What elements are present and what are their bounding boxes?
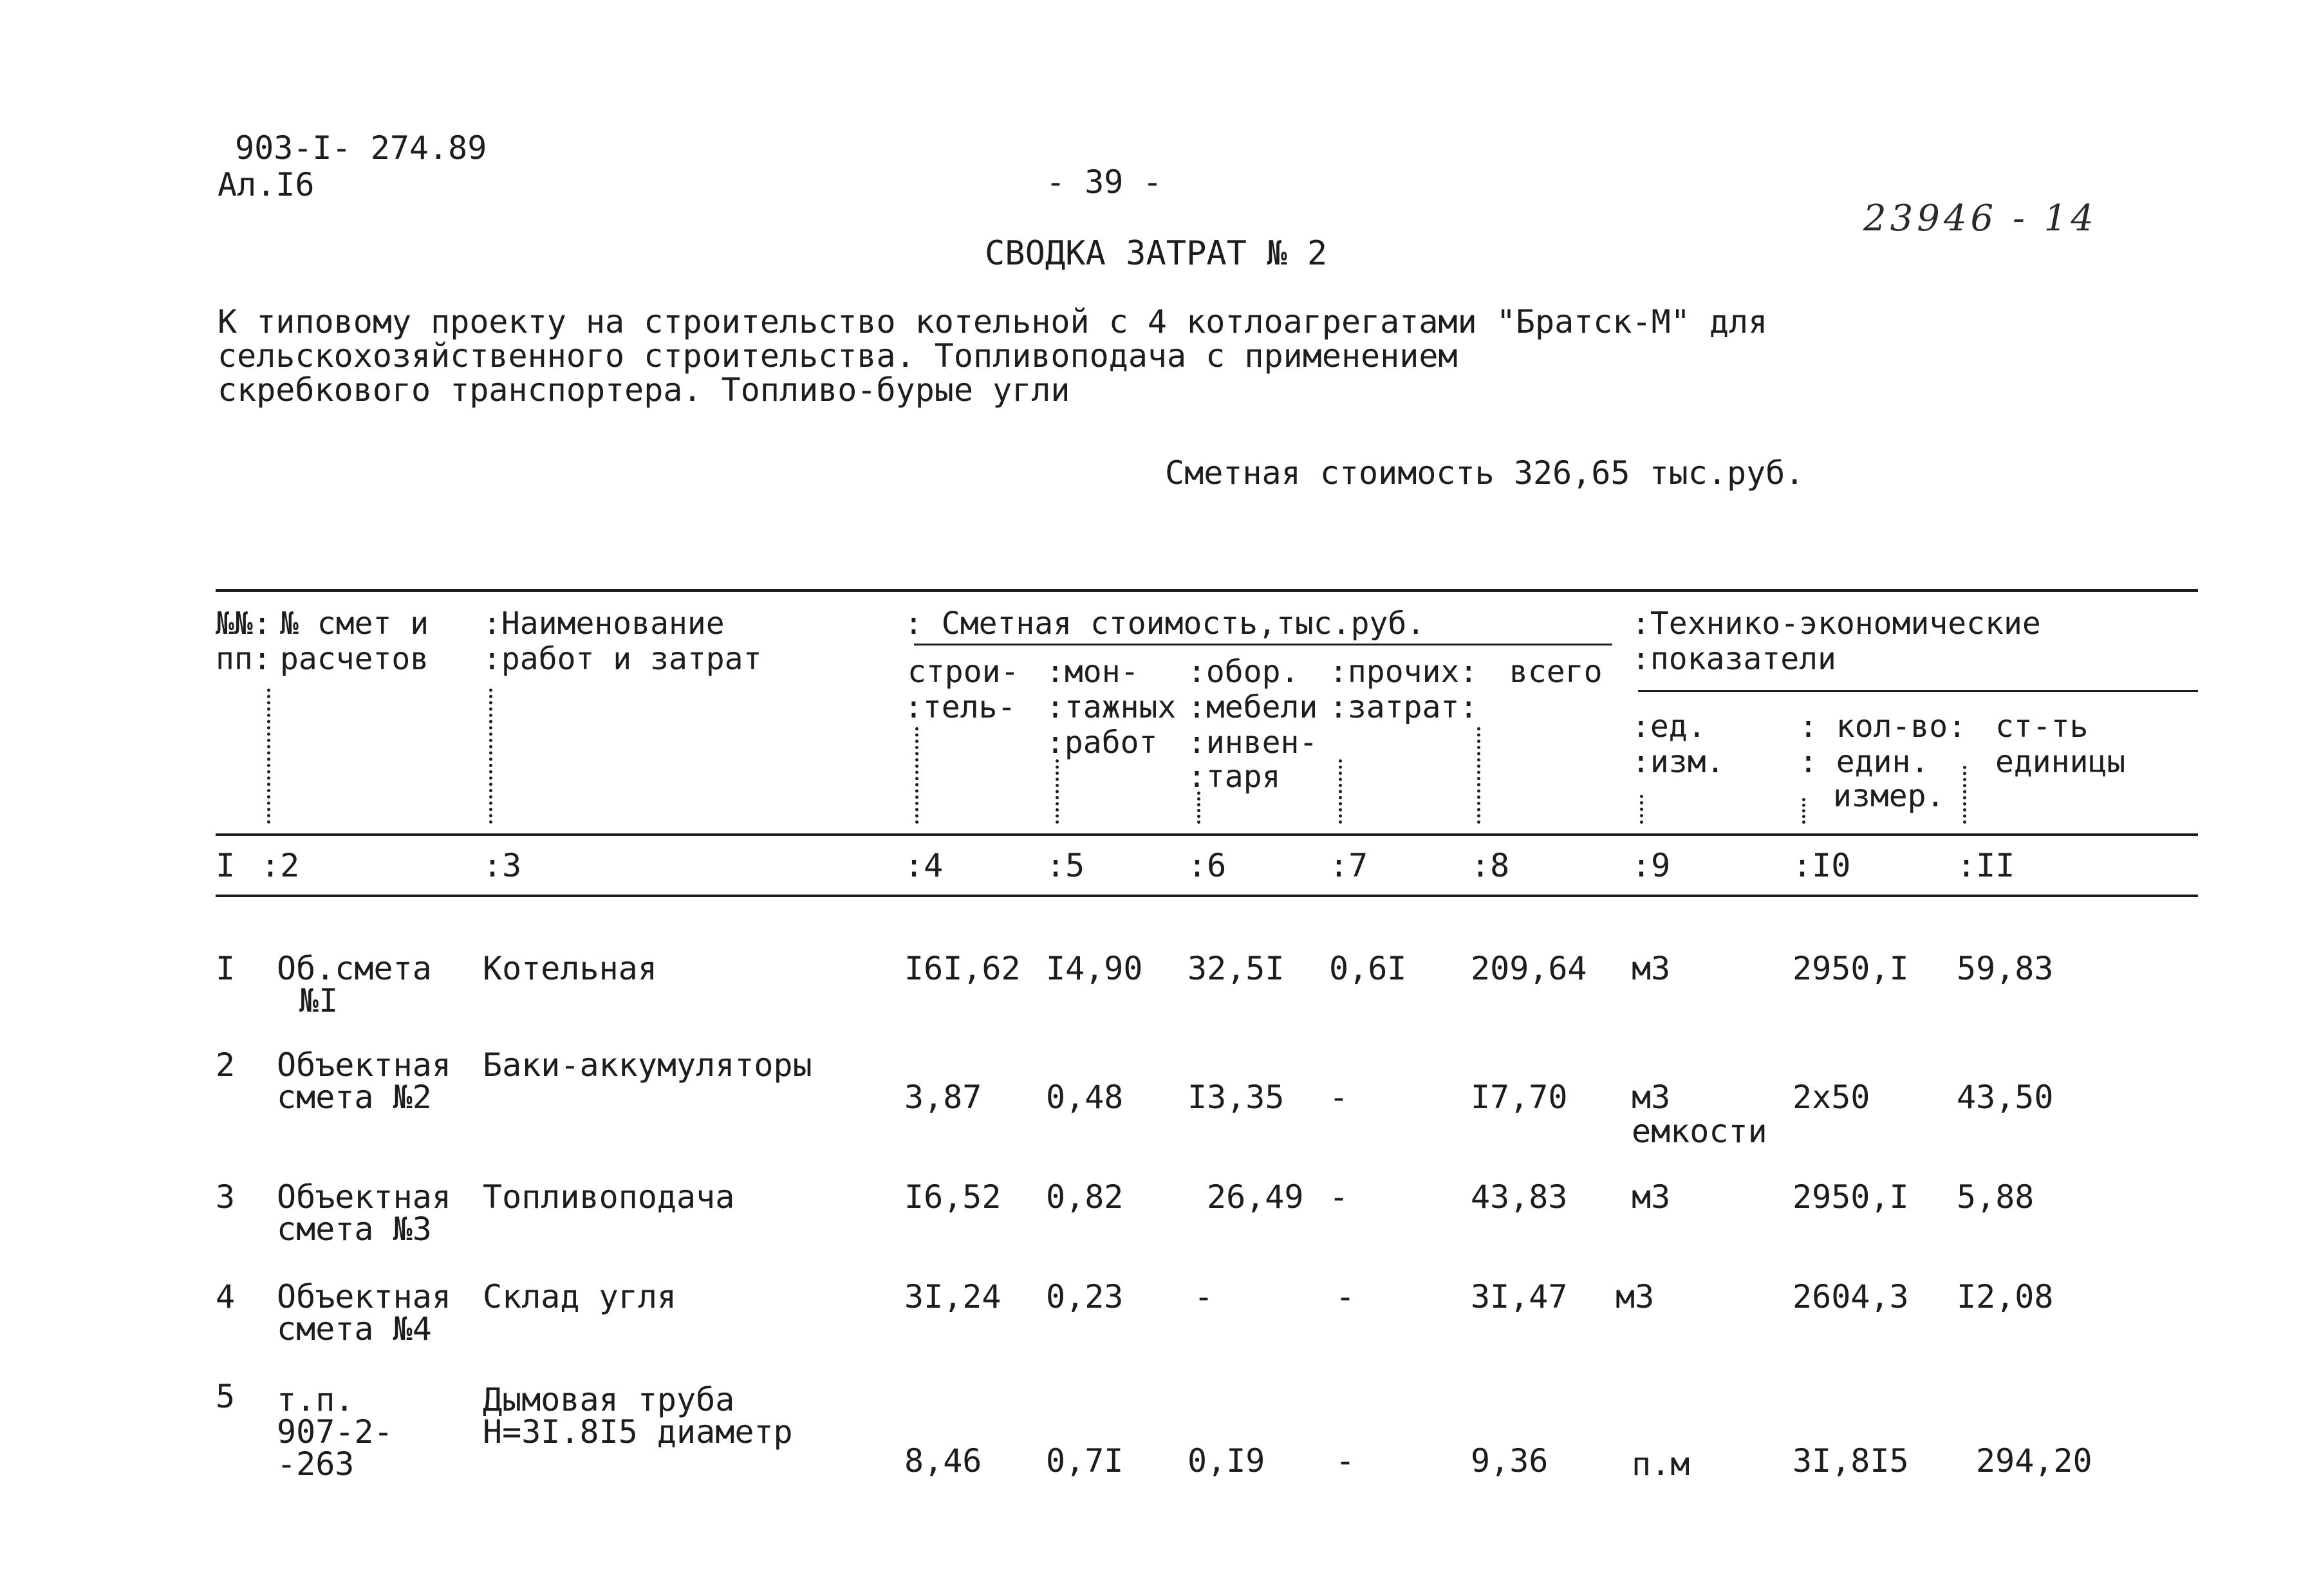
estimated-cost: Сметная стоимость 326,65 тыс.руб. (1165, 454, 1805, 492)
row-4-construction: 3I,24 (904, 1278, 1001, 1315)
header-installation: :мон- (1046, 654, 1139, 690)
row-5-total: 9,36 (1471, 1442, 1549, 1480)
header-equipment-4: :таря (1187, 759, 1281, 795)
row-4-other: - (1336, 1278, 1355, 1315)
row-4-installation: 0,23 (1046, 1278, 1124, 1315)
row-5-unit-cost: 294,20 (1976, 1442, 2092, 1480)
header-equipment: :обор. (1187, 654, 1299, 690)
header-unit-2: :изм. (1632, 744, 1725, 780)
header-unit-cost: ст-ть (1995, 709, 2089, 745)
row-1-installation: I4,90 (1046, 950, 1143, 987)
header-construction-2: :тель- (904, 689, 1016, 725)
handwritten-number: 23946 - 14 (1863, 198, 2098, 239)
row-1-unit-cost: 59,83 (1957, 950, 2054, 987)
header-quantity-3: измер. (1833, 778, 1945, 814)
header-quantity: : кол-во: (1799, 709, 1967, 745)
column-separator (1197, 792, 1200, 824)
column-numbers-rule (216, 895, 2198, 897)
document-title: СВОДКА ЗАТРАТ № 2 (985, 234, 1328, 273)
row-5-quantity: 3I,8I5 (1793, 1442, 1909, 1480)
row-5-estimate: т.п. (277, 1381, 355, 1418)
row-5-unit: п.м (1632, 1445, 1690, 1483)
row-3-estimate-2: смета №3 (277, 1211, 432, 1248)
row-1-estimate-2: №I (299, 982, 339, 1019)
row-3-total: 43,83 (1471, 1178, 1568, 1216)
row-2-name: Баки-аккумуляторы (483, 1046, 812, 1084)
row-3-quantity: 2950,I (1793, 1178, 1909, 1216)
row-4-unit-cost: I2,08 (1957, 1278, 2054, 1315)
row-2-installation: 0,48 (1046, 1079, 1124, 1116)
header-equipment-2: :мебели (1187, 689, 1318, 725)
row-3-equipment: 26,49 (1207, 1178, 1304, 1216)
column-number-1: I (216, 847, 236, 884)
row-3-construction: I6,52 (904, 1178, 1001, 1216)
row-2-unit: м3 (1632, 1079, 1671, 1116)
column-separator (1477, 727, 1480, 824)
row-5-installation: 0,7I (1046, 1442, 1124, 1480)
column-separator (1640, 795, 1643, 824)
row-2-unit-cost: 43,50 (1957, 1079, 2054, 1116)
row-3-unit: м3 (1632, 1178, 1671, 1216)
page-number: - 39 - (1046, 163, 1162, 201)
row-2-estimate-2: смета №2 (277, 1079, 432, 1116)
header-installation-2: :тажных (1046, 689, 1177, 725)
header-construction: строи- (908, 654, 1020, 690)
row-3-unit-cost: 5,88 (1957, 1178, 2035, 1216)
row-1-total: 209,64 (1471, 950, 1587, 987)
header-bottom-rule (216, 833, 2198, 836)
row-4-total: 3I,47 (1471, 1278, 1568, 1315)
row-2-number: 2 (216, 1046, 236, 1084)
row-4-estimate: Объектная (277, 1278, 451, 1315)
description-line-2: сельскохозяйственного строительства. Топливоподача с применением (218, 337, 1458, 375)
row-2-unit-2: емкости (1632, 1113, 1767, 1150)
column-number-3: :3 (483, 847, 522, 884)
column-separator (1339, 759, 1342, 824)
header-cost-group: : Сметная стоимость,тыс.руб. (904, 606, 1426, 642)
column-separator (267, 689, 270, 824)
row-1-number: I (216, 950, 236, 987)
sheet-number: Ал.I6 (218, 166, 315, 203)
header-name-col-2: :работ и затрат (483, 641, 762, 677)
header-unit-cost-2: единицы (1995, 744, 2126, 780)
column-separator (1056, 759, 1059, 824)
row-1-construction: I6I,62 (904, 950, 1021, 987)
row-5-other: - (1336, 1442, 1355, 1480)
row-5-estimate-3: -263 (277, 1445, 355, 1483)
row-3-name: Топливоподача (483, 1178, 735, 1216)
row-2-estimate: Объектная (277, 1046, 451, 1084)
header-tech-group: :Технико-экономические (1632, 606, 2041, 642)
row-1-name: Котельная (483, 950, 657, 987)
column-number-9: :9 (1632, 847, 1671, 884)
row-2-quantity: 2x50 (1793, 1079, 1870, 1116)
header-equipment-3: :инвен- (1187, 725, 1318, 761)
description-line-3: скребкового транспортера. Топливо-бурые угли (218, 371, 1070, 409)
row-3-other: - (1329, 1178, 1349, 1216)
column-separator (489, 689, 492, 824)
column-number-6: :6 (1187, 847, 1227, 884)
column-number-11: :II (1957, 847, 2015, 884)
description-line-1: К типовому проекту на строительство котельной с 4 котлоагрегатами "Братск-М" для (218, 303, 1768, 340)
row-3-number: 3 (216, 1178, 236, 1216)
row-5-estimate-2: 907-2- (277, 1413, 393, 1451)
row-5-equipment: 0,I9 (1187, 1442, 1265, 1480)
header-quantity-2: : един. (1799, 744, 1930, 780)
header-estimate-col-2: расчетов (280, 641, 429, 677)
column-number-4: :4 (904, 847, 944, 884)
row-4-name: Склад угля (483, 1278, 677, 1315)
header-name-col: :Наименование (483, 606, 725, 642)
column-number-7: :7 (1329, 847, 1368, 884)
table-top-rule (216, 589, 2198, 592)
row-4-number: 4 (216, 1278, 236, 1315)
row-5-name-2: Н=3I.8I5 диаметр (483, 1413, 793, 1451)
cost-group-rule (914, 644, 1612, 645)
column-number-10: :I0 (1793, 847, 1851, 884)
row-1-estimate: Об.смета (277, 950, 432, 987)
row-1-quantity: 2950,I (1793, 950, 1909, 987)
header-installation-3: :работ (1046, 725, 1158, 761)
header-other: :прочих: (1329, 654, 1478, 690)
row-1-other: 0,6I (1329, 950, 1407, 987)
row-1-unit: м3 (1632, 950, 1671, 987)
row-5-number: 5 (216, 1378, 236, 1415)
row-4-quantity: 2604,3 (1793, 1278, 1909, 1315)
row-2-equipment: I3,35 (1187, 1079, 1285, 1116)
header-total: всего (1509, 654, 1603, 690)
row-1-equipment: 32,5I (1187, 950, 1285, 987)
row-4-estimate-2: смета №4 (277, 1310, 432, 1348)
header-other-2: :затрат: (1329, 689, 1478, 725)
header-number-col: №№: (216, 606, 272, 642)
column-number-8: :8 (1471, 847, 1510, 884)
row-3-estimate: Объектная (277, 1178, 451, 1216)
row-4-equipment: - (1194, 1278, 1214, 1315)
tech-group-rule (1638, 690, 2198, 692)
row-5-name: Дымовая труба (483, 1381, 735, 1418)
column-number-2: :2 (261, 847, 300, 884)
row-2-total: I7,70 (1471, 1079, 1568, 1116)
header-estimate-col: № смет и (280, 606, 429, 642)
row-4-unit: м3 (1616, 1278, 1655, 1315)
column-number-5: :5 (1046, 847, 1085, 884)
header-tech-group-2: :показатели (1632, 641, 1836, 677)
row-2-other: - (1329, 1079, 1349, 1116)
column-separator (1802, 798, 1805, 824)
row-3-installation: 0,82 (1046, 1178, 1124, 1216)
column-separator (915, 727, 918, 824)
column-separator (1963, 766, 1966, 824)
document-code: 903-I- 274.89 (235, 129, 487, 167)
row-2-construction: 3,87 (904, 1079, 982, 1116)
header-unit: :ед. (1632, 709, 1706, 745)
row-5-construction: 8,46 (904, 1442, 982, 1480)
header-number-col-2: пп: (216, 641, 272, 677)
